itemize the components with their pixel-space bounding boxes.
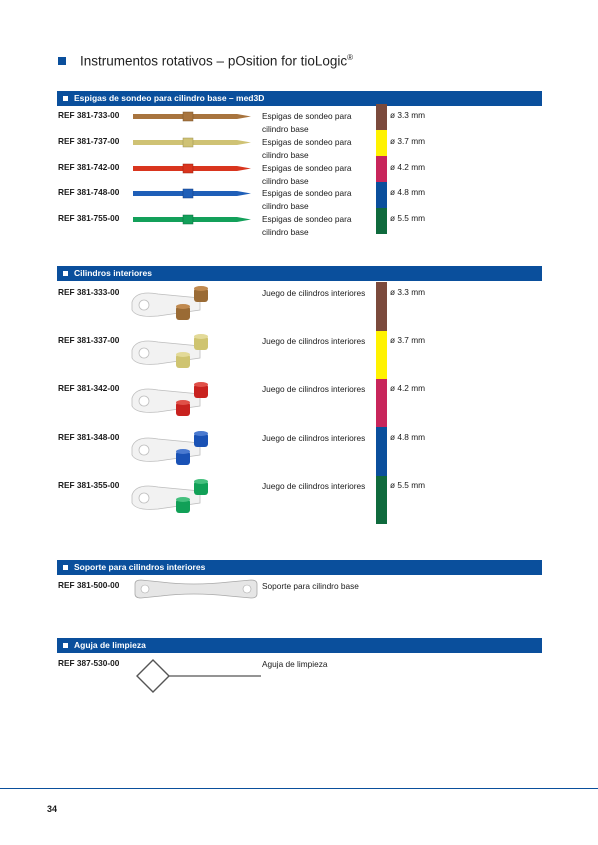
section-header-espigas: Espigas de sondeo para cilindro base – med3D <box>57 91 542 106</box>
color-swatch <box>376 130 387 156</box>
color-swatch <box>376 331 387 379</box>
diameter-value: ø 4.2 mm <box>390 383 426 393</box>
diameter-value: ø 4.8 mm <box>390 187 426 197</box>
probe-pin-image <box>133 111 253 123</box>
ref-code: REF 381-500-00 <box>58 580 120 590</box>
diameter-value: ø 3.7 mm <box>390 136 426 146</box>
square-bullet-icon <box>63 96 68 101</box>
item-description: Juego de cilindros interiores <box>262 336 366 346</box>
title-square-icon <box>58 57 66 65</box>
ref-code: REF 381-342-00 <box>58 383 120 393</box>
footer-rule <box>0 788 598 789</box>
item-description: Juego de cilindros interiores <box>262 288 366 298</box>
color-swatch <box>376 282 387 331</box>
page-title: Instrumentos rotativos – pOsition for tioLogic® <box>80 53 354 69</box>
diameter-value: ø 5.5 mm <box>390 213 426 223</box>
diameter-value: ø 3.3 mm <box>390 110 426 120</box>
square-bullet-icon <box>63 643 68 648</box>
ref-code: REF 381-737-00 <box>58 136 120 146</box>
cylinder-set-image <box>130 429 220 474</box>
diameter-value: ø 3.3 mm <box>390 287 426 297</box>
probe-pin-image <box>133 214 253 226</box>
probe-pin-image <box>133 137 253 149</box>
page-number: 34 <box>47 804 58 814</box>
color-swatch <box>376 182 387 208</box>
color-swatch <box>376 427 387 476</box>
probe-pin-image <box>133 188 253 200</box>
item-description: Soporte para cilindro base <box>262 581 359 591</box>
ref-code: REF 381-733-00 <box>58 110 120 120</box>
color-swatch <box>376 156 387 182</box>
color-swatch <box>376 476 387 524</box>
diameter-value: ø 4.2 mm <box>390 162 426 172</box>
ref-code: REF 381-348-00 <box>58 432 120 442</box>
diameter-value: ø 4.8 mm <box>390 432 426 442</box>
cylinder-holder-image <box>133 578 259 600</box>
item-description: Juego de cilindros interiores <box>262 384 366 394</box>
registered-mark: ® <box>347 53 354 62</box>
square-bullet-icon <box>63 271 68 276</box>
item-description: Espigas de sondeo para cilindro base <box>262 111 352 134</box>
ref-code: REF 381-748-00 <box>58 187 120 197</box>
color-swatch <box>376 208 387 234</box>
cylinder-set-image <box>130 380 220 425</box>
ref-code: REF 387-530-00 <box>58 658 120 668</box>
ref-code: REF 381-755-00 <box>58 213 120 223</box>
section-header-soporte: Soporte para cilindros interiores <box>57 560 542 575</box>
cylinder-set-image <box>130 477 220 522</box>
cleaning-needle-image <box>133 656 263 696</box>
item-description: Espigas de sondeo para cilindro base <box>262 163 352 186</box>
item-description: Aguja de limpieza <box>262 659 328 669</box>
section-header-cilindros: Cilindros interiores <box>57 266 542 281</box>
section-header-aguja: Aguja de limpieza <box>57 638 542 653</box>
ref-code: REF 381-333-00 <box>58 287 120 297</box>
item-description: Espigas de sondeo para cilindro base <box>262 137 352 160</box>
ref-code: REF 381-355-00 <box>58 480 120 490</box>
color-swatch <box>376 104 387 130</box>
item-description: Espigas de sondeo para cilindro base <box>262 214 352 237</box>
item-description: Juego de cilindros interiores <box>262 481 366 491</box>
color-swatch <box>376 379 387 427</box>
ref-code: REF 381-337-00 <box>58 335 120 345</box>
diameter-value: ø 5.5 mm <box>390 480 426 490</box>
cylinder-set-image <box>130 284 220 329</box>
cylinder-set-image <box>130 332 220 377</box>
item-description: Juego de cilindros interiores <box>262 433 366 443</box>
ref-code: REF 381-742-00 <box>58 162 120 172</box>
probe-pin-image <box>133 163 253 175</box>
diameter-value: ø 3.7 mm <box>390 335 426 345</box>
square-bullet-icon <box>63 565 68 570</box>
item-description: Espigas de sondeo para cilindro base <box>262 188 352 211</box>
